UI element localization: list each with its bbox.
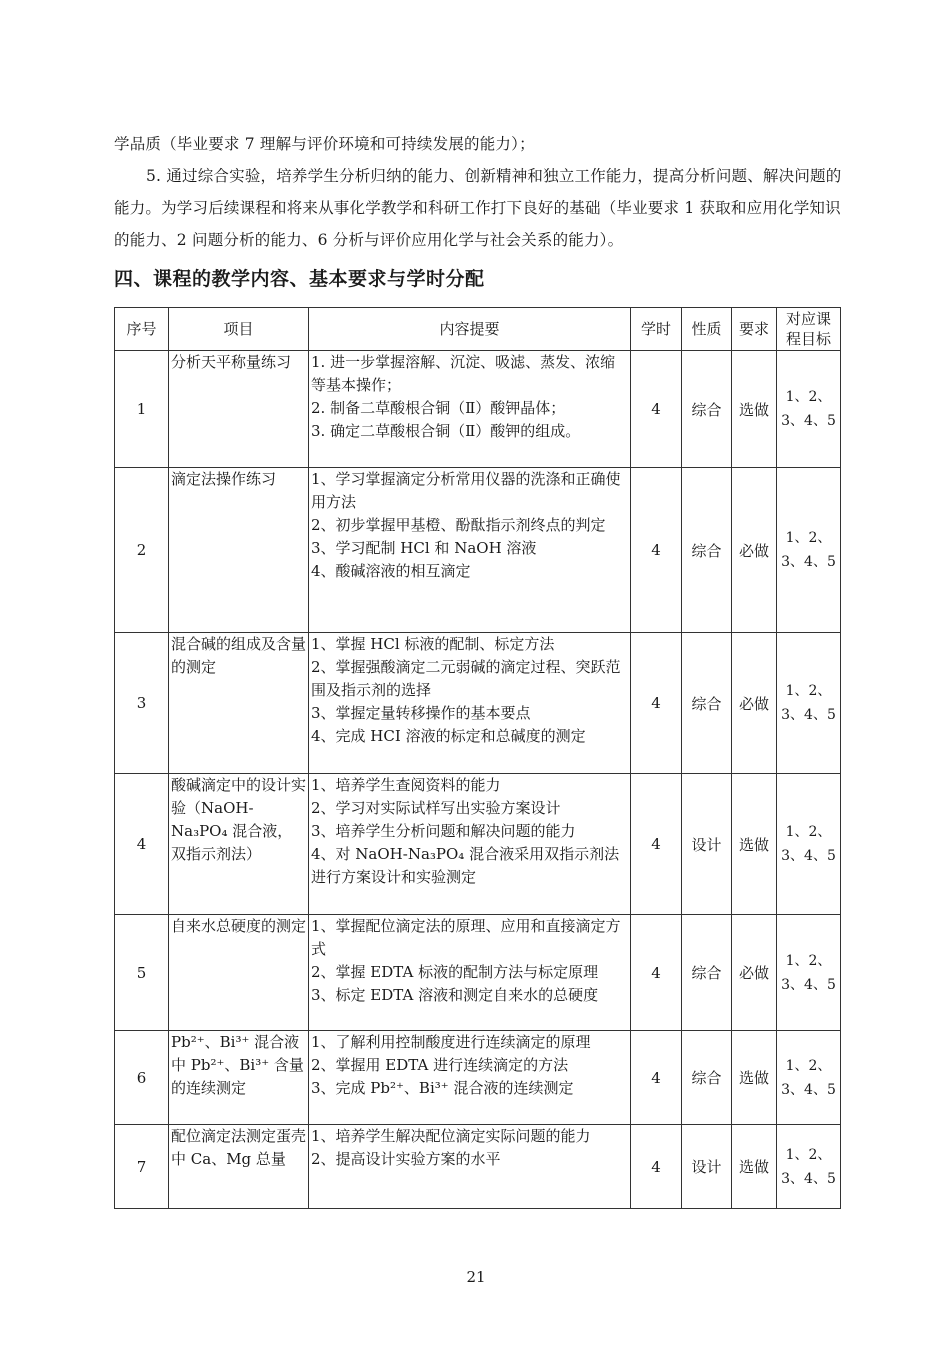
header-content: 内容提要 xyxy=(309,308,631,351)
cell-requirement: 选做 xyxy=(732,1031,777,1125)
cell-content xyxy=(309,1031,631,1125)
cell-hours: 4 xyxy=(631,633,682,774)
cell-nature: 设计 xyxy=(682,774,732,915)
cell-requirement: 必做 xyxy=(732,633,777,774)
cell-requirement: 选做 xyxy=(732,351,777,468)
cell-requirement: 选做 xyxy=(732,774,777,915)
content-line: 3、标定 EDTA 溶液和测定自来水的总硬度 xyxy=(311,986,599,1004)
content-line: 3、培养学生分析问题和解决问题的能力 xyxy=(311,822,576,840)
cell-requirement: 选做 xyxy=(732,1125,777,1209)
cell-project: 自来水总硬度的测定 xyxy=(169,915,309,1031)
cell-hours: 4 xyxy=(631,1125,682,1209)
header-goals: 对应课程目标 xyxy=(777,308,841,351)
cell-no: 7 xyxy=(115,1125,169,1209)
table-row xyxy=(115,351,841,468)
header-nature: 性质 xyxy=(682,308,732,351)
table-row xyxy=(115,915,841,1031)
content-line: 3、掌握定量转移操作的基本要点 xyxy=(311,704,531,722)
cell-content xyxy=(309,633,631,774)
header-project: 项目 xyxy=(169,308,309,351)
content-line: 1、掌握配位滴定法的原理、应用和直接滴定方式 xyxy=(311,917,621,958)
table-header-row xyxy=(115,308,841,351)
cell-content xyxy=(309,915,631,1031)
cell-goals: 1、2、3、4、5 xyxy=(777,1125,841,1209)
content-line: 2、掌握 EDTA 标液的配制方法与标定原理 xyxy=(311,963,599,981)
cell-no: 2 xyxy=(115,468,169,633)
header-requirement: 要求 xyxy=(732,308,777,351)
content-line: 1、学习掌握滴定分析常用仪器的洗涤和正确使用方法 xyxy=(311,470,621,511)
cell-goals: 1、2、3、4、5 xyxy=(777,1031,841,1125)
cell-goals: 1、2、3、4、5 xyxy=(777,915,841,1031)
cell-nature: 设计 xyxy=(682,1125,732,1209)
paragraph-continuation: 学品质（毕业要求 7 理解与评价环境和可持续发展的能力）； xyxy=(114,135,535,153)
section-heading: 四、课程的教学内容、基本要求与学时分配 xyxy=(114,268,485,290)
cell-hours: 4 xyxy=(631,1031,682,1125)
header-no: 序号 xyxy=(115,308,169,351)
page-number: 21 xyxy=(466,1268,486,1286)
cell-project: 酸碱滴定中的设计实验（NaOH-Na₃PO₄ 混合液，双指示剂法） xyxy=(169,774,309,915)
cell-goals: 1、2、3、4、5 xyxy=(777,774,841,915)
table-row xyxy=(115,633,841,774)
cell-content xyxy=(309,774,631,915)
paragraph-objective-5: 5. 通过综合实验，培养学生分析归纳的能力、创新精神和独立工作能力，提高分析问题、解决问题的能力。为学习后续课程和将来从事化学教学和科研工作打下良好的基础（毕业要求 1 获取和应用化学知识的能力、2 问题分析的能力、6 分析与评价应用化学与社会关系的能力）。 xyxy=(114,167,842,249)
cell-content xyxy=(309,351,631,468)
cell-requirement: 必做 xyxy=(732,468,777,633)
content-line: 2、掌握用 EDTA 进行连续滴定的方法 xyxy=(311,1056,569,1074)
cell-nature: 综合 xyxy=(682,1031,732,1125)
cell-goals: 1、2、3、4、5 xyxy=(777,633,841,774)
table-row xyxy=(115,1125,841,1209)
course-content-table xyxy=(114,307,841,1209)
table-row xyxy=(115,468,841,633)
cell-content xyxy=(309,1125,631,1209)
cell-nature: 综合 xyxy=(682,351,732,468)
table-row xyxy=(115,1031,841,1125)
cell-project: 滴定法操作练习 xyxy=(169,468,309,633)
content-line: 4、完成 HCI 溶液的标定和总碱度的测定 xyxy=(311,727,586,745)
content-line: 2、学习对实际试样写出实验方案设计 xyxy=(311,799,561,817)
cell-project: 配位滴定法测定蛋壳中 Ca、Mg 总量 xyxy=(169,1125,309,1209)
content-line: 1、培养学生解决配位滴定实际问题的能力 xyxy=(311,1127,591,1145)
cell-project: Pb²⁺、Bi³⁺ 混合液中 Pb²⁺、Bi³⁺ 含量的连续测定 xyxy=(169,1031,309,1125)
content-line: 3、完成 Pb²⁺、Bi³⁺ 混合液的连续测定 xyxy=(311,1079,574,1097)
cell-hours: 4 xyxy=(631,468,682,633)
cell-no: 1 xyxy=(115,351,169,468)
content-line: 2、初步掌握甲基橙、酚酞指示剂终点的判定 xyxy=(311,516,606,534)
cell-hours: 4 xyxy=(631,915,682,1031)
content-line: 1、掌握 HCl 标液的配制、标定方法 xyxy=(311,635,555,653)
cell-no: 5 xyxy=(115,915,169,1031)
cell-hours: 4 xyxy=(631,351,682,468)
content-line: 2. 制备二草酸根合铜（Ⅱ）酸钾晶体； xyxy=(311,399,566,417)
content-line: 1、了解利用控制酸度进行连续滴定的原理 xyxy=(311,1033,591,1051)
cell-requirement: 必做 xyxy=(732,915,777,1031)
content-line: 2、掌握强酸滴定二元弱碱的滴定过程、突跃范围及指示剂的选择 xyxy=(311,658,621,699)
cell-no: 4 xyxy=(115,774,169,915)
content-line: 4、酸碱溶液的相互滴定 xyxy=(311,562,471,580)
cell-nature: 综合 xyxy=(682,633,732,774)
cell-nature: 综合 xyxy=(682,468,732,633)
cell-project: 混合碱的组成及含量的测定 xyxy=(169,633,309,774)
table-row xyxy=(115,774,841,915)
content-line: 2、提高设计实验方案的水平 xyxy=(311,1150,501,1168)
header-hours: 学时 xyxy=(631,308,682,351)
cell-project: 分析天平称量练习 xyxy=(169,351,309,468)
cell-no: 3 xyxy=(115,633,169,774)
content-line: 1. 进一步掌握溶解、沉淀、吸滤、蒸发、浓缩等基本操作； xyxy=(311,353,616,394)
content-line: 1、培养学生查阅资料的能力 xyxy=(311,776,501,794)
cell-no: 6 xyxy=(115,1031,169,1125)
cell-content xyxy=(309,468,631,633)
cell-nature: 综合 xyxy=(682,915,732,1031)
content-line: 3. 确定二草酸根合铜（Ⅱ）酸钾的组成。 xyxy=(311,422,581,440)
cell-hours: 4 xyxy=(631,774,682,915)
content-line: 3、学习配制 HCl 和 NaOH 溶液 xyxy=(311,539,537,557)
content-line: 4、对 NaOH-Na₃PO₄ 混合液采用双指示剂法进行方案设计和实验测定 xyxy=(311,845,620,886)
cell-goals: 1、2、3、4、5 xyxy=(777,351,841,468)
cell-goals: 1、2、3、4、5 xyxy=(777,468,841,633)
